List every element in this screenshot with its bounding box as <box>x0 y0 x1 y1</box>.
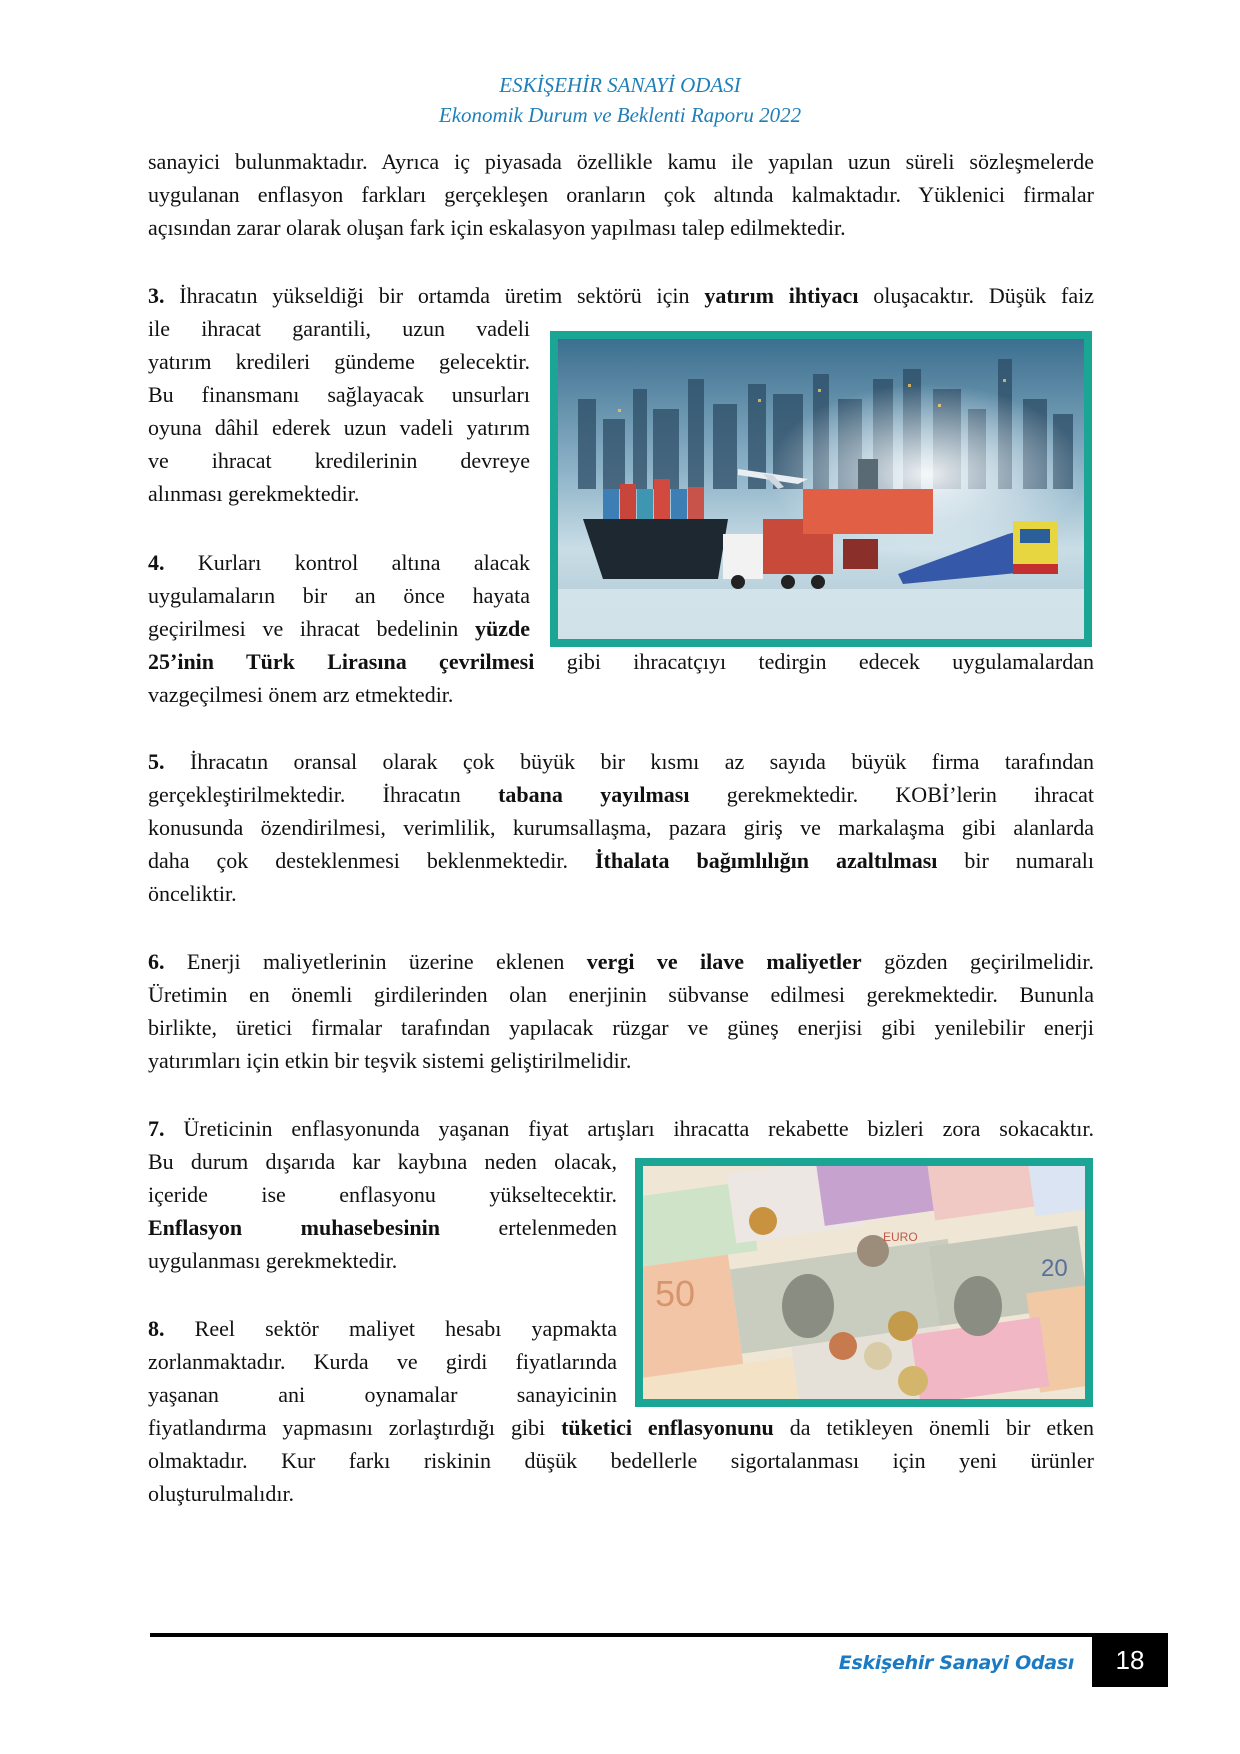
text-line: ve ihracat kredilerinin devreye <box>148 448 530 473</box>
emphasis: tabana yayılması <box>498 782 690 807</box>
text-line <box>148 282 1094 310</box>
text-line: olmaktadır. Kur farkı riskinin düşük bedellerle sigortalanması için yeni ürünler <box>148 1448 1094 1473</box>
text-line: sanayici bulunmaktadır. Ayrıca iç piyasada özellikle kamu ile yapılan uzun süreli sözleşmelerde <box>148 149 1094 174</box>
section-number: 6. <box>148 949 165 974</box>
text-run: bir numaralı <box>964 848 1095 873</box>
svg-text:50: 50 <box>655 1273 696 1314</box>
text-run: fiyatlandırma yapmasını zorlaştırdığı gibi <box>148 1415 546 1440</box>
page-number: 18 <box>1092 1633 1168 1687</box>
emphasis: Enflasyon muhasebesinin <box>148 1215 441 1240</box>
text-run: gözden geçirilmelidir. <box>884 949 1095 974</box>
text-run: daha çok desteklenmesi beklenmektedir. <box>148 848 568 873</box>
text-line: oyuna dâhil ederek uzun vadeli yatırım <box>148 415 530 440</box>
section-number: 7. <box>148 1116 165 1141</box>
text-line: zorlanmaktadır. Kurda ve girdi fiyatlarında <box>148 1349 617 1374</box>
emphasis: tüketici enflasyonunu <box>561 1415 774 1440</box>
footer-rule <box>150 1633 1092 1637</box>
emphasis: vergi ve ilave maliyetler <box>586 949 862 974</box>
text-line <box>148 648 1094 676</box>
text-run: gerekmektedir. KOBİ’lerin ihracat <box>726 782 1094 807</box>
text-run: Enerji maliyetlerinin üzerine eklenen <box>186 949 565 974</box>
section-number: 5. <box>148 749 165 774</box>
emphasis: İthalata bağımlılığın azaltılması <box>594 848 938 873</box>
footer-org-name: Eskişehir Sanayi Odası <box>838 1652 1074 1674</box>
text-run: da tetikleyen önemli bir etken <box>789 1415 1094 1440</box>
currency-illustration <box>643 1166 1085 1399</box>
header-report-title: Ekonomik Durum ve Beklenti Raporu 2022 <box>438 103 802 127</box>
text-run: oluşacaktır. Düşük faiz <box>873 283 1095 308</box>
header-org-title: ESKİŞEHİR SANAYİ ODASI <box>499 73 741 97</box>
text-line: alınması gerekmektedir. <box>148 481 360 506</box>
text-run: Kurları kontrol altına alacak <box>197 550 530 575</box>
text-line: Üretimin en önemli girdilerinden olan enerjinin sübvanse edilmesi gerekmektedir. Bununla <box>148 982 1094 1007</box>
emphasis: yüzde <box>475 616 531 641</box>
text-line: Bu finansmanı sağlayacak unsurları <box>148 382 530 407</box>
text-line: içeride ise enflasyonu yükseltecektir. <box>148 1182 617 1207</box>
text-line: uygulamaların bir an önce hayata <box>148 583 530 608</box>
text-line: konusunda özendirilmesi, verimlilik, kurumsallaşma, pazara giriş ve markalaşma gibi alanlarda <box>148 815 1094 840</box>
text-line <box>148 948 1094 976</box>
text-run: Reel sektör maliyet hesabı yapmakta <box>194 1316 618 1341</box>
text-line: Bu durum dışarıda kar kaybına neden olacak, <box>148 1149 617 1174</box>
text-line: ile ihracat garantili, uzun vadeli <box>148 316 530 341</box>
text-line: yatırımları için etkin bir teşvik sistemi geliştirilmelidir. <box>148 1048 632 1073</box>
svg-text:20: 20 <box>1041 1255 1068 1282</box>
text-run: İhracatın yükseldiği bir ortamda üretim sektörü için <box>179 283 690 308</box>
text-run: gerçekleştirilmektedir. İhracatın <box>148 782 461 807</box>
text-line <box>148 748 1094 776</box>
text-line: yatırım kredileri gündeme gelecektir. <box>148 349 530 374</box>
svg-text:EURO: EURO <box>883 1230 918 1244</box>
text-line <box>148 1315 617 1343</box>
text-line <box>148 1414 1094 1442</box>
text-line: önceliktir. <box>148 881 237 906</box>
text-run: Üreticinin enflasyonunda yaşanan fiyat artışları ihracatta rekabette bizleri zora sokacaktır. <box>183 1116 1095 1141</box>
currency-image <box>635 1158 1093 1407</box>
text-run: geçirilmesi ve ihracat bedelinin <box>148 616 459 641</box>
text-line <box>148 549 530 577</box>
logistics-illustration <box>558 339 1084 639</box>
logistics-image <box>550 331 1092 647</box>
text-line: yaşanan ani oynamalar sanayicinin <box>148 1382 617 1407</box>
text-line <box>148 847 1094 875</box>
text-run: ertelenmeden <box>498 1215 617 1240</box>
emphasis: yatırım ihtiyacı <box>704 283 859 308</box>
text-line <box>148 1115 1094 1143</box>
section-number: 4. <box>148 550 165 575</box>
text-line: uygulanması gerekmektedir. <box>148 1248 398 1273</box>
emphasis: 25’inin Türk Lirasına çevrilmesi <box>148 649 535 674</box>
text-line <box>148 615 530 643</box>
text-run: gibi ihracatçıyı tedirgin edecek uygulamalardan <box>566 649 1094 674</box>
text-run: İhracatın oransal olarak çok büyük bir kısmı az sayıda büyük firma tarafından <box>189 749 1094 774</box>
section-number: 3. <box>148 283 165 308</box>
text-line <box>148 1214 617 1242</box>
text-line: birlikte, üretici firmalar tarafından yapılacak rüzgar ve güneş enerjisi gibi yenilebilir enerji <box>148 1015 1094 1040</box>
text-line: uygulanan enflasyon farkları gerçekleşen oranların çok altında kalmaktadır. Yüklenici firmalar <box>148 182 1094 207</box>
text-line <box>148 781 1094 809</box>
text-line: oluşturulmalıdır. <box>148 1481 295 1506</box>
text-line: açısından zarar olarak oluşan fark için eskalasyon yapılması talep edilmektedir. <box>148 215 846 240</box>
text-line: vazgeçilmesi önem arz etmektedir. <box>148 682 454 707</box>
section-number: 8. <box>148 1316 165 1341</box>
